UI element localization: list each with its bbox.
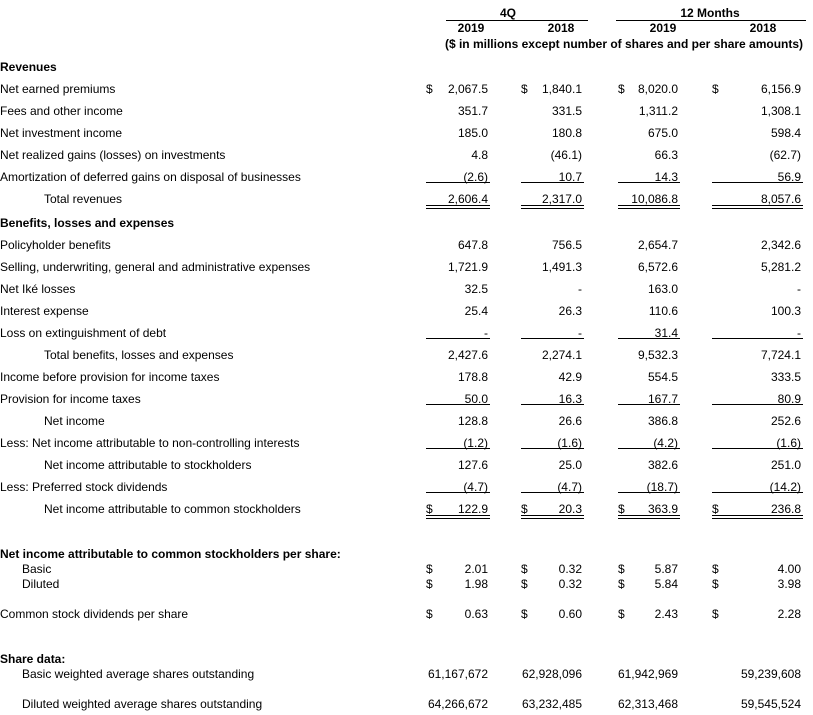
- header-year-4q-2018: 2018: [547, 21, 575, 35]
- row-value: 675.0: [647, 126, 678, 140]
- row-label: Less: Net income attributable to non-controlling interests: [0, 436, 300, 450]
- row-value: 80.9: [777, 392, 801, 406]
- row-value: -: [578, 326, 582, 340]
- subtotal-rule: [426, 448, 490, 449]
- currency-symbol: $: [426, 577, 433, 591]
- row-value: 185.0: [457, 126, 488, 140]
- row-value: 756.5: [551, 238, 582, 252]
- row-value: 2,427.6: [447, 348, 488, 362]
- row-label: Amortization of deferred gains on disposal of businesses: [0, 170, 301, 184]
- row-value: 32.5: [464, 282, 488, 296]
- subtotal-rule: [426, 404, 490, 405]
- row-value: 59,239,608: [740, 667, 801, 681]
- row-value: (62.7): [769, 148, 801, 162]
- row-value: (1.2): [463, 436, 488, 450]
- row-value: 382.6: [647, 458, 678, 472]
- row-label: Basic: [22, 562, 52, 576]
- total-double-rule: [618, 515, 680, 519]
- row-value: 66.3: [654, 148, 678, 162]
- currency-symbol: $: [712, 607, 719, 621]
- row-value: 9,532.3: [637, 348, 678, 362]
- total-double-rule: [521, 205, 584, 209]
- currency-symbol: $: [521, 82, 528, 96]
- header-12-months: 12 Months: [680, 6, 740, 20]
- row-value: (18.7): [646, 480, 678, 494]
- row-value: 647.8: [457, 238, 488, 252]
- row-value: 8,057.6: [760, 192, 801, 206]
- row-value: 0.60: [558, 607, 582, 621]
- row-value: 2,654.7: [637, 238, 678, 252]
- row-value: 333.5: [770, 370, 801, 384]
- currency-symbol: $: [426, 562, 433, 576]
- row-value: 1.98: [464, 577, 488, 591]
- row-value: 56.9: [777, 170, 801, 184]
- row-value: (14.2): [769, 480, 801, 494]
- row-value: 5.87: [654, 562, 678, 576]
- section-benefits: Benefits, losses and expenses: [0, 216, 175, 230]
- row-label: Net investment income: [0, 126, 123, 140]
- total-double-rule: [426, 515, 490, 519]
- header-year-4q-2019: 2019: [457, 21, 485, 35]
- currency-symbol: $: [712, 502, 719, 516]
- row-value: 1,840.1: [541, 82, 582, 96]
- row-value: 26.6: [558, 414, 582, 428]
- row-label: Income before provision for income taxes: [0, 370, 220, 384]
- row-label: Net income: [44, 414, 105, 428]
- row-value: 178.8: [457, 370, 488, 384]
- subtotal-rule: [521, 182, 584, 183]
- subtotal-rule: [712, 492, 803, 493]
- currency-symbol: $: [426, 82, 433, 96]
- subtotal-rule: [712, 448, 803, 449]
- row-value: 251.0: [770, 458, 801, 472]
- subtotal-rule: [618, 338, 680, 339]
- row-value: 25.4: [464, 304, 488, 318]
- subtotal-rule: [426, 338, 490, 339]
- row-value: 554.5: [647, 370, 678, 384]
- row-label: Interest expense: [0, 304, 89, 318]
- currency-symbol: $: [618, 607, 625, 621]
- currency-symbol: $: [618, 82, 625, 96]
- row-value: 61,167,672: [427, 667, 488, 681]
- row-value: 64,266,672: [427, 697, 488, 711]
- total-double-rule: [712, 205, 803, 209]
- row-value: 8,020.0: [637, 82, 678, 96]
- row-value: 25.0: [558, 458, 582, 472]
- row-value: -: [484, 326, 488, 340]
- row-value: 7,724.1: [760, 348, 801, 362]
- subtotal-rule: [618, 492, 680, 493]
- row-value: 2.43: [654, 607, 678, 621]
- header-year-12m-2018: 2018: [749, 21, 777, 35]
- row-value: 6,572.6: [637, 260, 678, 274]
- row-value: 10.7: [558, 170, 582, 184]
- row-value: 110.6: [648, 304, 678, 318]
- currency-symbol: $: [618, 562, 625, 576]
- row-label: Net income attributable to stockholders: [44, 458, 252, 472]
- row-label: Total benefits, losses and expenses: [44, 348, 234, 362]
- currency-symbol: $: [712, 577, 719, 591]
- row-value: (46.1): [550, 148, 582, 162]
- subtotal-rule: [618, 404, 680, 405]
- row-value: 6,156.9: [760, 82, 801, 96]
- row-label: Total revenues: [44, 192, 123, 206]
- header-4q: 4Q: [499, 6, 516, 20]
- subtotal-rule: [426, 182, 490, 183]
- subtotal-rule: [618, 182, 680, 183]
- subtotal-rule: [712, 182, 803, 183]
- row-value: 1,308.1: [760, 104, 801, 118]
- row-value: (1.6): [557, 436, 582, 450]
- row-value: 363.9: [647, 502, 678, 516]
- row-label: Policyholder benefits: [0, 238, 111, 252]
- header-year-12m-2019: 2019: [649, 21, 677, 35]
- row-value: 20.3: [558, 502, 582, 516]
- row-value: 14.3: [654, 170, 678, 184]
- section-per-share: Net income attributable to common stockholders per share:: [0, 547, 341, 561]
- currency-symbol: $: [712, 562, 719, 576]
- units-note: ($ in millions except number of shares and per share amounts): [444, 37, 804, 51]
- subtotal-rule: [712, 338, 803, 339]
- currency-symbol: $: [618, 577, 625, 591]
- row-value: 4.8: [471, 148, 488, 162]
- row-value: 26.3: [558, 304, 582, 318]
- row-value: 386.8: [647, 414, 678, 428]
- row-value: 62,313,468: [617, 697, 678, 711]
- row-value: 0.32: [558, 577, 582, 591]
- row-value: 16.3: [558, 392, 582, 406]
- row-value: 10,086.8: [631, 192, 678, 206]
- row-label: Diluted weighted average shares outstanding: [22, 697, 263, 711]
- row-label: Common stock dividends per share: [0, 607, 189, 621]
- subtotal-rule: [426, 492, 490, 493]
- row-value: 351.7: [457, 104, 488, 118]
- total-double-rule: [618, 205, 680, 209]
- row-value: -: [797, 326, 801, 340]
- row-value: 236.8: [770, 502, 801, 516]
- row-value: 598.4: [770, 126, 801, 140]
- row-value: 2,317.0: [541, 192, 582, 206]
- row-value: 122.9: [457, 502, 488, 516]
- subtotal-rule: [618, 448, 680, 449]
- subtotal-rule: [521, 404, 584, 405]
- row-value: (4.7): [557, 480, 582, 494]
- row-value: 4.00: [777, 562, 801, 576]
- row-value: 2,606.4: [447, 192, 488, 206]
- row-label: Provision for income taxes: [0, 392, 141, 406]
- row-value: 100.3: [770, 304, 801, 318]
- total-double-rule: [426, 205, 490, 209]
- row-value: 63,232,485: [521, 697, 582, 711]
- row-value: 252.6: [770, 414, 801, 428]
- row-value: 167.7: [647, 392, 678, 406]
- row-value: 2.01: [464, 562, 488, 576]
- section-share-data: Share data:: [0, 652, 66, 666]
- row-value: 42.9: [558, 370, 582, 384]
- row-value: 163.0: [647, 282, 678, 296]
- row-value: 0.63: [464, 607, 488, 621]
- row-value: 59,545,524: [740, 697, 801, 711]
- row-value: 61,942,969: [617, 667, 678, 681]
- row-value: 2,274.1: [541, 348, 582, 362]
- row-value: 5.84: [654, 577, 678, 591]
- row-value: (4.2): [653, 436, 678, 450]
- row-label: Net income attributable to common stockholders: [44, 502, 301, 516]
- row-value: 0.32: [558, 562, 582, 576]
- section-revenues: Revenues: [0, 60, 57, 74]
- row-value: (4.7): [463, 480, 488, 494]
- total-double-rule: [712, 515, 803, 519]
- header-rule-12m: [616, 20, 806, 21]
- row-value: 2.28: [777, 607, 801, 621]
- row-value: 1,721.9: [447, 260, 488, 274]
- row-label: Net realized gains (losses) on investments: [0, 148, 226, 162]
- subtotal-rule: [521, 448, 584, 449]
- row-value: 331.5: [551, 104, 582, 118]
- row-value: 50.0: [464, 392, 488, 406]
- row-value: 127.6: [457, 458, 488, 472]
- currency-symbol: $: [521, 562, 528, 576]
- row-value: 1,311.2: [638, 104, 678, 118]
- subtotal-rule: [521, 338, 584, 339]
- currency-symbol: $: [426, 607, 433, 621]
- row-value: 2,067.5: [447, 82, 488, 96]
- row-value: 3.98: [777, 577, 801, 591]
- subtotal-rule: [521, 492, 584, 493]
- row-value: (2.6): [463, 170, 488, 184]
- row-value: -: [578, 282, 582, 296]
- row-value: 5,281.2: [760, 260, 801, 274]
- row-value: 180.8: [551, 126, 582, 140]
- currency-symbol: $: [618, 502, 625, 516]
- currency-symbol: $: [521, 502, 528, 516]
- row-value: 128.8: [457, 414, 488, 428]
- row-label: Fees and other income: [0, 104, 123, 118]
- row-label: Diluted: [22, 577, 60, 591]
- currency-symbol: $: [426, 502, 433, 516]
- currency-symbol: $: [521, 607, 528, 621]
- row-value: 2,342.6: [760, 238, 801, 252]
- row-label: Selling, underwriting, general and administrative expenses: [0, 260, 311, 274]
- row-label: Less: Preferred stock dividends: [0, 480, 168, 494]
- row-value: (1.6): [776, 436, 801, 450]
- row-label: Loss on extinguishment of debt: [0, 326, 167, 340]
- total-double-rule: [521, 515, 584, 519]
- subtotal-rule: [712, 404, 803, 405]
- row-label: Net Iké losses: [0, 282, 76, 296]
- currency-symbol: $: [712, 82, 719, 96]
- row-value: 1,491.3: [541, 260, 582, 274]
- header-rule-4q: [446, 20, 588, 21]
- currency-symbol: $: [521, 577, 528, 591]
- row-label: Net earned premiums: [0, 82, 116, 96]
- row-value: 62,928,096: [521, 667, 582, 681]
- row-value: -: [797, 282, 801, 296]
- row-label: Basic weighted average shares outstanding: [22, 667, 255, 681]
- row-value: 31.4: [654, 326, 678, 340]
